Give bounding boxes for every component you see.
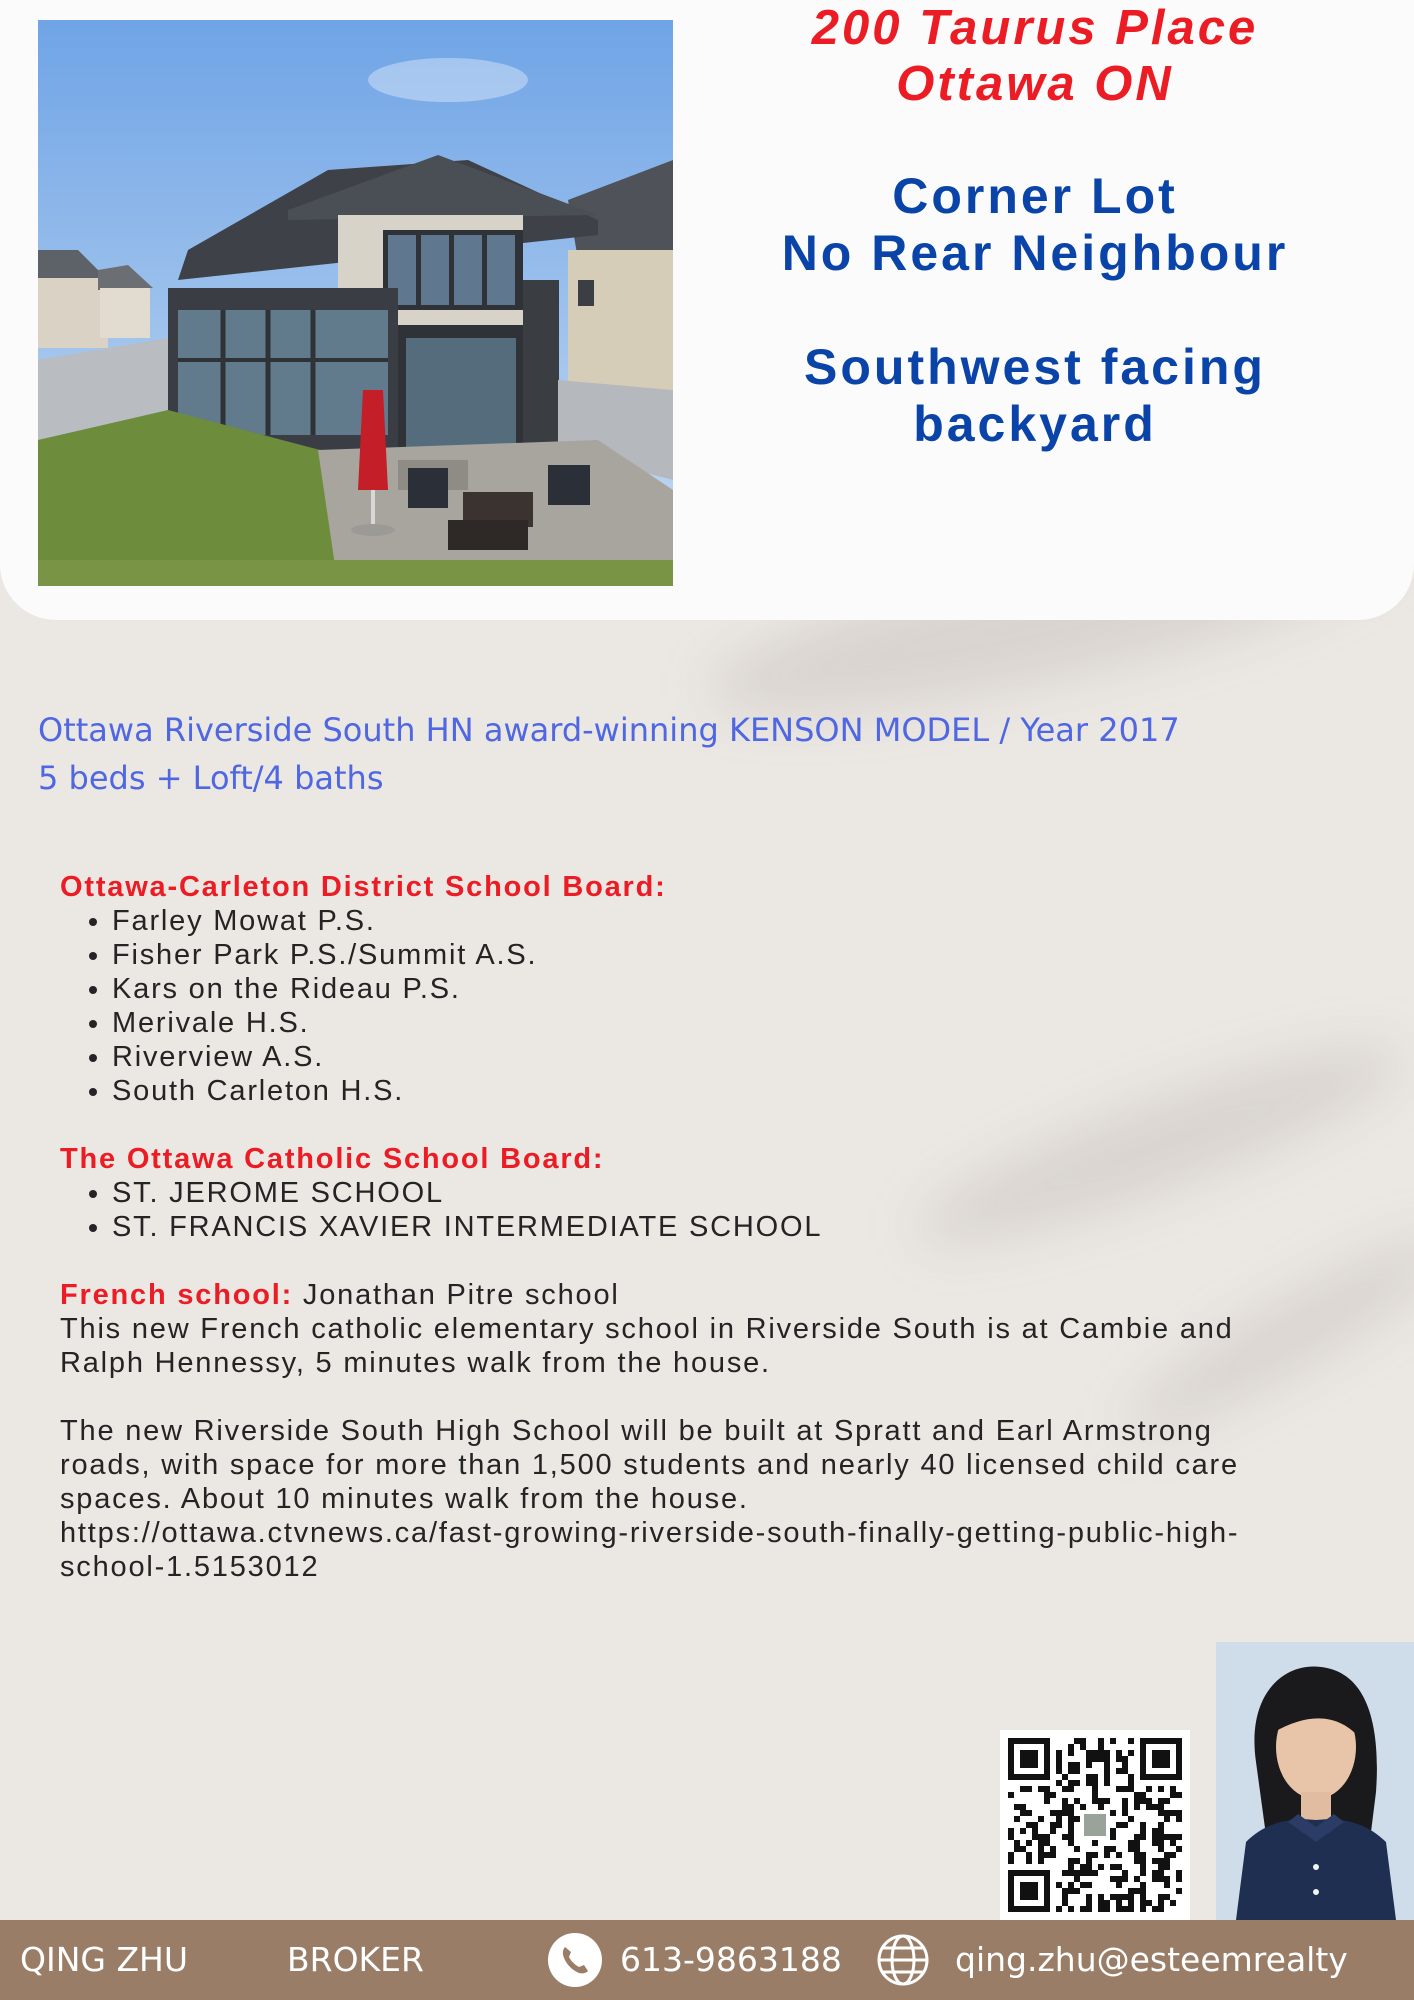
beds-baths-line: 5 beds + Loft/4 baths — [38, 759, 384, 797]
list-item: • Farley Mowat P.S. — [112, 904, 1360, 938]
feature-line: Southwest facing — [804, 339, 1266, 395]
catholic-school-list — [60, 1176, 1360, 1244]
feature-line: Corner Lot — [892, 168, 1178, 224]
feature-line: backyard — [913, 396, 1157, 452]
public-school-list — [60, 904, 1360, 1108]
feature-line: No Rear Neighbour — [781, 225, 1289, 281]
qr-code[interactable] — [1000, 1730, 1190, 1920]
high-school-line: The new Riverside South High School will be built at Spratt and Earl Armstrong — [60, 1415, 1213, 1447]
french-school-name: Jonathan Pitre school — [293, 1279, 620, 1311]
french-desc-line: Ralph Hennessy, 5 minutes walk from the house. — [60, 1347, 771, 1379]
house-photo — [38, 20, 673, 586]
high-school-line: roads, with space for more than 1,500 students and nearly 40 licensed child care — [60, 1449, 1239, 1481]
schools-section — [60, 870, 1360, 1584]
catholic-board-heading: The Ottawa Catholic School Board: — [60, 1143, 605, 1175]
footer-bar — [0, 1920, 1414, 2000]
model-line: Ottawa Riverside South HN award-winning KENSON MODEL / Year 2017 — [38, 711, 1180, 749]
header-card — [0, 0, 1414, 620]
french-school — [60, 1278, 1360, 1312]
high-school-line: spaces. About 10 minutes walk from the house. — [60, 1483, 749, 1515]
agent-photo — [1216, 1642, 1414, 1920]
agent-title: BROKER — [287, 1940, 424, 1979]
address-line: 200 Taurus Place — [811, 1, 1259, 55]
city-line: Ottawa ON — [896, 57, 1174, 111]
list-item: • Riverview A.S. — [112, 1040, 1360, 1074]
list-item: • Fisher Park P.S./Summit A.S. — [112, 938, 1360, 972]
model-summary — [38, 706, 1378, 802]
list-item: • ST. FRANCIS XAVIER INTERMEDIATE SCHOOL — [112, 1210, 1360, 1244]
agent-name: QING ZHU — [20, 1940, 189, 1979]
public-board-heading: Ottawa-Carleton District School Board: — [60, 871, 667, 903]
hero-text — [700, 0, 1370, 453]
news-link[interactable]: school-1.5153012 — [60, 1551, 320, 1583]
list-item: • Kars on the Rideau P.S. — [112, 972, 1360, 1006]
phone-number[interactable]: 613-9863188 — [620, 1940, 842, 1979]
french-school-label: French school: — [60, 1279, 294, 1311]
email-address[interactable]: qing.zhu@esteemrealty — [955, 1940, 1348, 1979]
phone-icon[interactable] — [548, 1933, 602, 1987]
list-item: • South Carleton H.S. — [112, 1074, 1360, 1108]
list-item: • Merivale H.S. — [112, 1006, 1360, 1040]
french-desc-line: This new French catholic elementary school in Riverside South is at Cambie and — [60, 1313, 1234, 1345]
globe-icon[interactable] — [876, 1933, 930, 1987]
list-item: • ST. JEROME SCHOOL — [112, 1176, 1360, 1210]
news-link[interactable]: https://ottawa.ctvnews.ca/fast-growing-riverside-south-finally-getting-public-high- — [60, 1517, 1240, 1549]
